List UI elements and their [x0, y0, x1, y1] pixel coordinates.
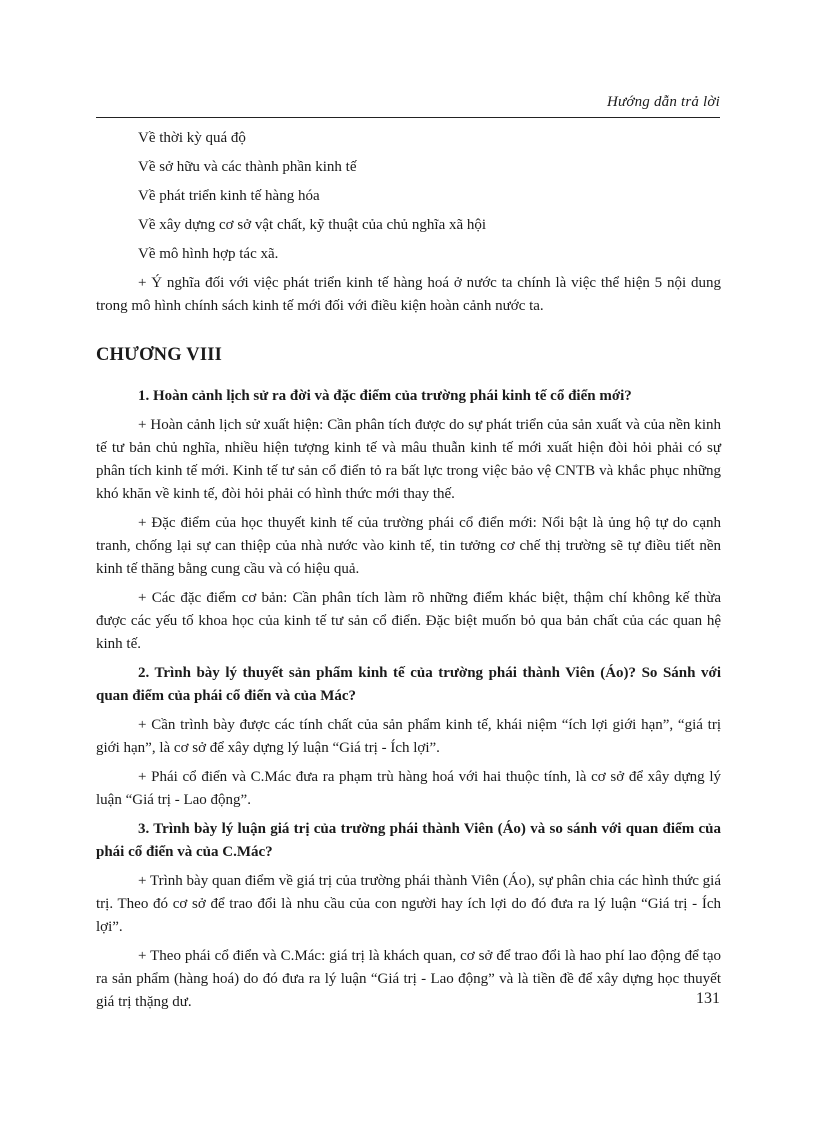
paragraph: + Theo phái cổ điển và C.Mác: giá trị là khách quan, cơ sở để trao đổi là hao phí lao động để tạo ra sản phẩm (hàng hoá) do đó đưa ra lý luận “Giá trị - Lao động” và là tiền đề để xây dựng học thuyết giá trị thặng dư. — [96, 948, 721, 1010]
paragraph: + Hoàn cảnh lịch sử xuất hiện: Cần phân tích được do sự phát triển của sản xuất và của nền kinh tế tư bản chủ nghĩa, nhiều hiện tượng kinh tế và mâu thuẫn kinh tế mới xuất hiện đòi hỏi phải có sự phân tích kinh tế mới. Kinh tế tư sản cổ điển tỏ ra bất lực trong việc bảo vệ CNTB và khắc phục những khó khăn về kinh tế, đòi hỏi phải có hình thức mới thay thế. — [96, 417, 721, 502]
paragraph: + Ý nghĩa đối với việc phát triển kinh tế hàng hoá ở nước ta chính là việc thể hiện 5 nội dung trong mô hình chính sách kinh tế mới đối với điều kiện hoàn cảnh nước ta. — [96, 275, 721, 314]
chapter-title: CHƯƠNG VIII — [96, 345, 223, 365]
list-item: Về mô hình hợp tác xã. — [138, 246, 279, 262]
paragraph: + Các đặc điểm cơ bản: Cần phân tích làm rõ những điểm khác biệt, thậm chí không kế thừa được các yếu tố khoa học của kinh tế tư sản cổ điển. Đặc biệt muốn bỏ qua bản chất của các quan hệ kinh tế. — [96, 590, 721, 652]
page-content — [96, 127, 721, 1020]
question-heading: 2. Trình bày lý thuyết sản phẩm kinh tế của trường phái thành Viên (Áo)? So Sánh với quan điểm của phái cổ điển và của Mác? — [96, 665, 721, 704]
paragraph: + Phái cổ điển và C.Mác đưa ra phạm trù hàng hoá với hai thuộc tính, là cơ sở để xây dựng lý luận “Giá trị - Lao động”. — [96, 769, 721, 808]
list-item: Về xây dựng cơ sở vật chất, kỹ thuật của chủ nghĩa xã hội — [138, 217, 487, 233]
list-item: Về phát triển kinh tế hàng hóa — [138, 188, 320, 204]
paragraph: + Đặc điểm của học thuyết kinh tế của trường phái cổ điển mới: Nổi bật là ủng hộ tự do cạnh tranh, chống lại sự can thiệp của nhà nước vào kinh tế, tin tưởng cơ chế thị trường sẽ tự điều tiết nền kinh tế thăng bằng cung cầu và có hiệu quả. — [96, 515, 721, 577]
page-number: 131 — [696, 990, 720, 1007]
list-item: Về thời kỳ quá độ — [138, 130, 246, 146]
running-header: Hướng dẫn trả lời — [606, 94, 720, 110]
header-rule — [96, 117, 720, 118]
paragraph: + Cần trình bày được các tính chất của sản phẩm kinh tế, khái niệm “ích lợi giới hạn”, “giá trị giới hạn”, là cơ sở để xây dựng lý luận “Giá trị - Ích lợi”. — [96, 717, 721, 756]
question-heading: 1. Hoàn cảnh lịch sử ra đời và đặc điểm của trường phái kinh tế cổ điển mới? — [138, 388, 632, 404]
question-heading: 3. Trình bày lý luận giá trị của trường phái thành Viên (Áo) và so sánh với quan điểm của phái cổ điển và của C.Mác? — [96, 821, 721, 860]
paragraph: + Trình bày quan điểm về giá trị của trường phái thành Viên (Áo), sự phân chia các hình thức giá trị. Theo đó cơ sở để trao đổi là nhu cầu của con người hay ích lợi do đó đưa ra lý luận “Giá trị - Ích lợi”. — [96, 873, 721, 935]
list-item: Về sở hữu và các thành phần kinh tế — [138, 159, 357, 175]
